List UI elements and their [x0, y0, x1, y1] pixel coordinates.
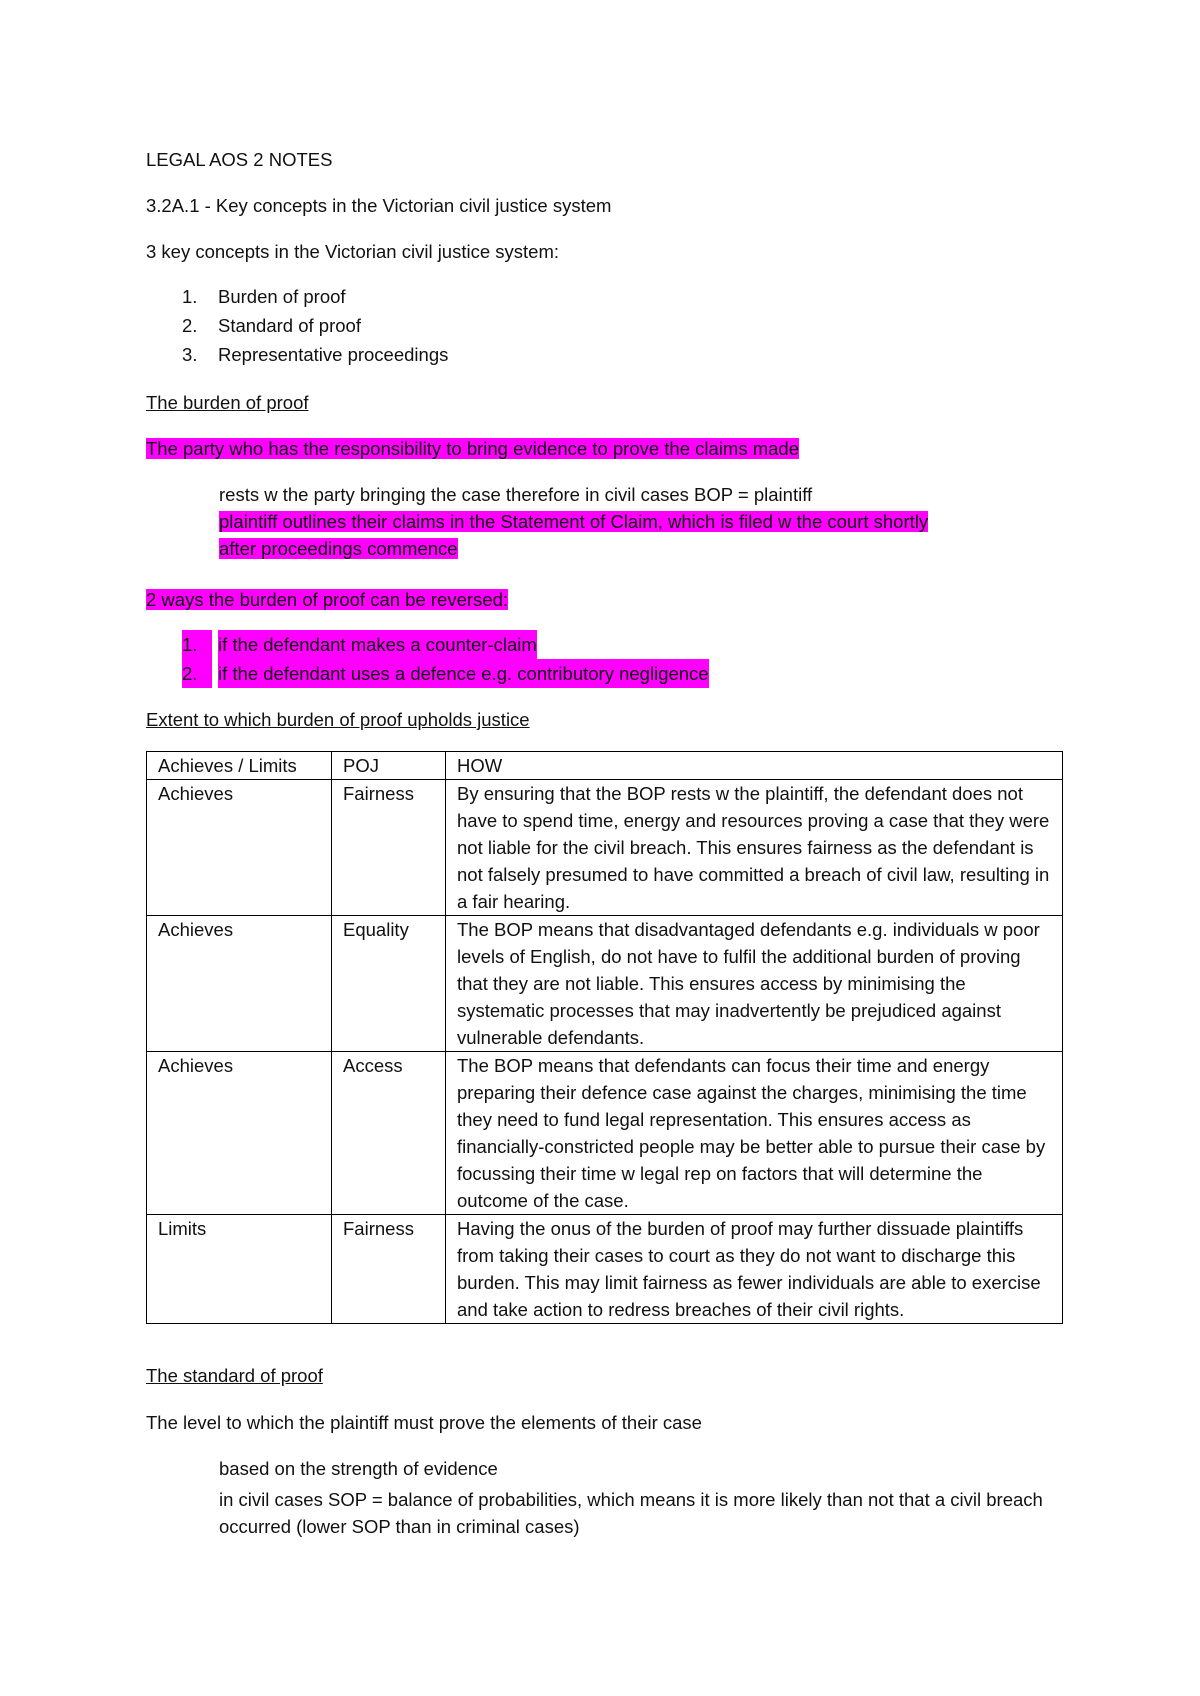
table-row [147, 1052, 1063, 1215]
list-number: 1. [182, 630, 212, 659]
standard-point-2: in civil cases SOP = balance of probabilities, which means it is more likely than not that a civil breach occurred (lower SOP than in criminal cases) [219, 1489, 1043, 1537]
standard-definition: The level to which the plaintiff must prove the elements of their case [146, 1412, 702, 1433]
standard-heading-text: The standard of proof [146, 1365, 323, 1386]
section-heading: 3.2A.1 - Key concepts in the Victorian civil justice system [146, 195, 612, 216]
table-header-cell: HOW [446, 752, 1063, 780]
table-cell-achieves-limits: Achieves [147, 1052, 332, 1215]
table-row [147, 1215, 1063, 1324]
burden-definition-text: The party who has the responsibility to bring evidence to prove the claims made [146, 438, 799, 459]
table-row [147, 780, 1063, 916]
burden-point-2-line-2 [219, 535, 1079, 562]
table-cell-poj: Equality [332, 916, 446, 1052]
list-number: 1. [182, 286, 198, 307]
table-header-cell: POJ [332, 752, 446, 780]
table-cell-how: By ensuring that the BOP rests w the plaintiff, the defendant does not have to spend time, energy and resources proving a case that they were not liable for the civil breach. This ensures fairness as the defendant is not falsely presumed to have committed a breach of civil law, resulting in a fair hearing. [446, 780, 1063, 916]
list-text: Burden of proof [218, 286, 346, 307]
list-text: Representative proceedings [218, 344, 449, 365]
list-text: Standard of proof [218, 315, 361, 336]
table-cell-poj: Fairness [332, 780, 446, 916]
table-cell-how: Having the onus of the burden of proof may further dissuade plaintiffs from taking their cases to court as they do not want to discharge this burden. This may limit fairness as fewer individuals are able to exercise and take action to redress breaches of their civil rights. [446, 1215, 1063, 1324]
burden-points [219, 481, 1079, 562]
table-header-cell: Achieves / Limits [147, 752, 332, 780]
list-number: 2. [182, 659, 212, 688]
burden-point-2-line-1 [219, 508, 1079, 535]
burden-heading-text: The burden of proof [146, 392, 309, 413]
justice-table [146, 751, 1063, 1324]
burden-heading [146, 389, 309, 416]
list-number: 2. [182, 315, 198, 336]
table-cell-achieves-limits: Limits [147, 1215, 332, 1324]
table-header-row [147, 752, 1063, 780]
list-number: 3. [182, 344, 198, 365]
burden-definition [146, 435, 799, 462]
list-text: if the defendant uses a defence e.g. contributory negligence [218, 659, 709, 688]
doc-title: LEGAL AOS 2 NOTES [146, 149, 333, 170]
burden-point-1: rests w the party bringing the case therefore in civil cases BOP = plaintiff [219, 484, 813, 505]
standard-points [219, 1455, 1079, 1540]
reversed-heading [146, 586, 508, 613]
standard-point-1: based on the strength of evidence [219, 1458, 498, 1479]
highlighted-text: after proceedings commence [219, 538, 458, 559]
extent-heading-text: Extent to which burden of proof upholds justice [146, 709, 530, 730]
extent-heading [146, 706, 530, 733]
table-cell-poj: Access [332, 1052, 446, 1215]
table-row [147, 916, 1063, 1052]
list-text: if the defendant makes a counter-claim [218, 630, 537, 659]
concepts-intro: 3 key concepts in the Victorian civil justice system: [146, 241, 559, 262]
table-cell-how: The BOP means that defendants can focus their time and energy preparing their defence case against the charges, minimising the time they need to fund legal representation. This ensures access as financially-constricted people may be better able to pursue their case by focussing their time w legal rep on factors that will determine the outcome of the case. [446, 1052, 1063, 1215]
standard-heading [146, 1362, 323, 1389]
highlighted-text: plaintiff outlines their claims in the Statement of Claim, which is filed w the court shortly [219, 511, 929, 532]
table-cell-poj: Fairness [332, 1215, 446, 1324]
reversed-heading-text: 2 ways the burden of proof can be reversed: [146, 589, 508, 610]
table-cell-achieves-limits: Achieves [147, 780, 332, 916]
table-cell-achieves-limits: Achieves [147, 916, 332, 1052]
table-cell-how: The BOP means that disadvantaged defendants e.g. individuals w poor levels of English, do not have to fulfil the additional burden of proving that they are not liable. This ensures access by minimising the systematic processes that may inadvertently be prejudiced against vulnerable defendants. [446, 916, 1063, 1052]
